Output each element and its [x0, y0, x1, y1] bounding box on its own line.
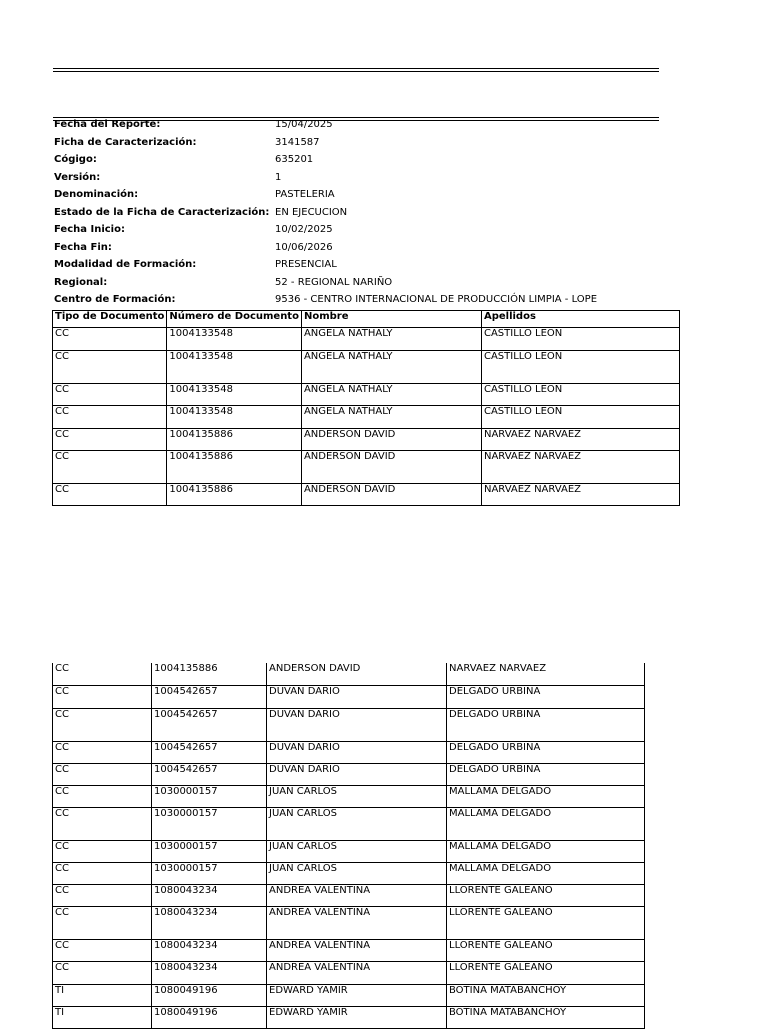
meta-value: EN EJECUCION [275, 206, 348, 218]
cell-numero: 1004135886 [167, 484, 302, 506]
cell-numero: 1004542657 [152, 708, 267, 741]
table-row [53, 984, 645, 1006]
cell-numero: 1004542657 [152, 685, 267, 708]
meta-label: Ficha de Caracterización: [54, 136, 197, 148]
cell-nombre: ANDREA VALENTINA [267, 884, 447, 906]
table-row [53, 708, 645, 741]
cell-tipo: CC [53, 840, 152, 862]
table-row [53, 884, 645, 906]
cell-tipo: CC [53, 685, 152, 708]
table-header-row [53, 311, 680, 328]
cell-apellidos: NARVAEZ NARVAEZ [481, 429, 679, 451]
table-row [53, 663, 645, 685]
cell-tipo: CC [53, 328, 167, 351]
cell-tipo: CC [53, 384, 167, 406]
cell-tipo: CC [53, 406, 167, 429]
meta-label: Fecha Inicio: [54, 224, 125, 235]
cell-apellidos: NARVAEZ NARVAEZ [481, 484, 679, 506]
learners-table [52, 310, 680, 506]
meta-denominacion [53, 189, 659, 207]
table-row [53, 384, 680, 406]
cell-nombre: ANGELA NATHALY [301, 384, 481, 406]
cell-apellidos: DELGADO URBINA [447, 763, 645, 785]
cell-tipo: TI [53, 1006, 152, 1028]
cell-nombre: DUVAN DARIO [267, 708, 447, 741]
cell-nombre: JUAN CARLOS [267, 807, 447, 840]
meta-label: Centro de Formación: [54, 294, 176, 305]
cell-tipo: CC [53, 663, 152, 685]
cell-nombre: ANDERSON DAVID [267, 663, 447, 685]
table-row [53, 451, 680, 484]
cell-nombre: JUAN CARLOS [267, 840, 447, 862]
cell-tipo: CC [53, 484, 167, 506]
table-row [53, 685, 645, 708]
meta-label: Estado de la Ficha de Caracterización: [54, 206, 270, 218]
header-numero-documento: Número de Documento [167, 311, 302, 328]
meta-value: 10/02/2025 [275, 224, 333, 235]
table-row [53, 785, 645, 807]
cell-nombre: ANDERSON DAVID [301, 484, 481, 506]
cell-tipo: CC [53, 785, 152, 807]
table-row [53, 328, 680, 351]
meta-fecha-fin [53, 242, 659, 260]
cell-numero: 1030000157 [152, 862, 267, 884]
cell-apellidos: LLORENTE GALEANO [447, 961, 645, 984]
cell-nombre: DUVAN DARIO [267, 685, 447, 708]
meta-value: 635201 [275, 154, 314, 165]
cell-numero: 1080049196 [152, 1006, 267, 1028]
cell-apellidos: MALLAMA DELGADO [447, 785, 645, 807]
meta-label: Cógigo: [54, 154, 97, 165]
meta-value: 1 [275, 171, 282, 183]
table-row [53, 1006, 645, 1028]
cell-nombre: ANGELA NATHALY [301, 328, 481, 351]
cell-apellidos: MALLAMA DELGADO [447, 840, 645, 862]
cell-apellidos: CASTILLO LEON [481, 406, 679, 429]
cell-nombre: ANDREA VALENTINA [267, 939, 447, 961]
cell-tipo: CC [53, 429, 167, 451]
table-row [53, 840, 645, 862]
cell-numero: 1004135886 [167, 451, 302, 484]
cell-tipo: CC [53, 708, 152, 741]
cell-nombre: DUVAN DARIO [267, 741, 447, 763]
meta-value: 15/04/2025 [275, 119, 333, 130]
cell-numero: 1004133548 [167, 351, 302, 384]
cell-apellidos: CASTILLO LEON [481, 384, 679, 406]
meta-value: 10/06/2026 [275, 241, 333, 253]
cell-nombre: ANDERSON DAVID [301, 451, 481, 484]
header-apellidos: Apellidos [481, 311, 679, 328]
cell-nombre: EDWARD YAMIR [267, 984, 447, 1006]
table-row [53, 939, 645, 961]
meta-codigo [53, 154, 659, 172]
cell-tipo: CC [53, 351, 167, 384]
cell-numero: 1080043234 [152, 884, 267, 906]
cell-numero: 1004542657 [152, 763, 267, 785]
cell-apellidos: DELGADO URBINA [447, 708, 645, 741]
table-row [53, 961, 645, 984]
cell-numero: 1004133548 [167, 384, 302, 406]
cell-apellidos: BOTINA MATABANCHOY [447, 984, 645, 1006]
cell-tipo: CC [53, 451, 167, 484]
cell-tipo: CC [53, 939, 152, 961]
cell-tipo: TI [53, 984, 152, 1006]
report-metadata [53, 119, 659, 312]
cell-nombre: ANGELA NATHALY [301, 406, 481, 429]
cell-apellidos: BOTINA MATABANCHOY [447, 1006, 645, 1028]
cell-apellidos: MALLAMA DELGADO [447, 807, 645, 840]
meta-label: Fecha del Reporte: [54, 119, 161, 130]
cell-apellidos: LLORENTE GALEANO [447, 939, 645, 961]
meta-label: Regional: [54, 276, 108, 288]
header-tipo-documento: Tipo de Documento [53, 311, 167, 328]
meta-estado [53, 207, 659, 225]
cell-tipo: CC [53, 741, 152, 763]
table-row [53, 351, 680, 384]
meta-label: Modalidad de Formación: [54, 259, 197, 270]
cell-numero: 1004135886 [167, 429, 302, 451]
cell-numero: 1080043234 [152, 961, 267, 984]
cell-apellidos: CASTILLO LEON [481, 328, 679, 351]
cell-numero: 1080043234 [152, 906, 267, 939]
cell-numero: 1030000157 [152, 840, 267, 862]
cell-apellidos: NARVAEZ NARVAEZ [447, 663, 645, 685]
cell-numero: 1004133548 [167, 328, 302, 351]
table-row [53, 429, 680, 451]
cell-nombre: ANDREA VALENTINA [267, 906, 447, 939]
table-row [53, 484, 680, 506]
cell-apellidos: DELGADO URBINA [447, 741, 645, 763]
meta-label: Denominación: [54, 189, 139, 200]
top-double-rule [53, 68, 659, 72]
meta-value: PASTELERIA [275, 189, 335, 200]
meta-value: 52 - REGIONAL NARIÑO [275, 276, 393, 288]
cell-apellidos: LLORENTE GALEANO [447, 906, 645, 939]
cell-numero: 1080043234 [152, 939, 267, 961]
cell-apellidos: DELGADO URBINA [447, 685, 645, 708]
cell-nombre: ANDREA VALENTINA [267, 961, 447, 984]
cell-nombre: DUVAN DARIO [267, 763, 447, 785]
meta-regional [53, 277, 659, 295]
cell-numero: 1004133548 [167, 406, 302, 429]
cell-numero: 1004542657 [152, 741, 267, 763]
cell-apellidos: CASTILLO LEON [481, 351, 679, 384]
meta-modalidad [53, 259, 659, 277]
cell-nombre: JUAN CARLOS [267, 862, 447, 884]
cell-apellidos: MALLAMA DELGADO [447, 862, 645, 884]
cell-nombre: EDWARD YAMIR [267, 1006, 447, 1028]
cell-numero: 1030000157 [152, 785, 267, 807]
meta-version [53, 172, 659, 190]
table-row [53, 862, 645, 884]
cell-apellidos: NARVAEZ NARVAEZ [481, 451, 679, 484]
cell-numero: 1080049196 [152, 984, 267, 1006]
meta-centro [53, 294, 659, 312]
cell-tipo: CC [53, 961, 152, 984]
meta-value: 3141587 [275, 136, 320, 148]
header-nombre: Nombre [301, 311, 481, 328]
cell-numero: 1004135886 [152, 663, 267, 685]
table-row [53, 763, 645, 785]
meta-ficha [53, 137, 659, 155]
cell-nombre: ANGELA NATHALY [301, 351, 481, 384]
table-row [53, 906, 645, 939]
cell-tipo: CC [53, 862, 152, 884]
table-row [53, 741, 645, 763]
meta-fecha-reporte [53, 119, 659, 137]
cell-nombre: ANDERSON DAVID [301, 429, 481, 451]
cell-nombre: JUAN CARLOS [267, 785, 447, 807]
meta-value: 9536 - CENTRO INTERNACIONAL DE PRODUCCIÓN LIMPIA - LOPE [275, 294, 598, 305]
meta-value: PRESENCIAL [275, 259, 337, 270]
table-row [53, 807, 645, 840]
cell-tipo: CC [53, 807, 152, 840]
cell-tipo: CC [53, 763, 152, 785]
cell-tipo: CC [53, 884, 152, 906]
meta-fecha-inicio [53, 224, 659, 242]
table-row [53, 406, 680, 429]
cell-tipo: CC [53, 906, 152, 939]
cell-numero: 1030000157 [152, 807, 267, 840]
meta-label: Fecha Fin: [54, 241, 112, 253]
meta-label: Versión: [54, 171, 101, 183]
learners-table-continued [52, 663, 645, 1029]
cell-apellidos: LLORENTE GALEANO [447, 884, 645, 906]
